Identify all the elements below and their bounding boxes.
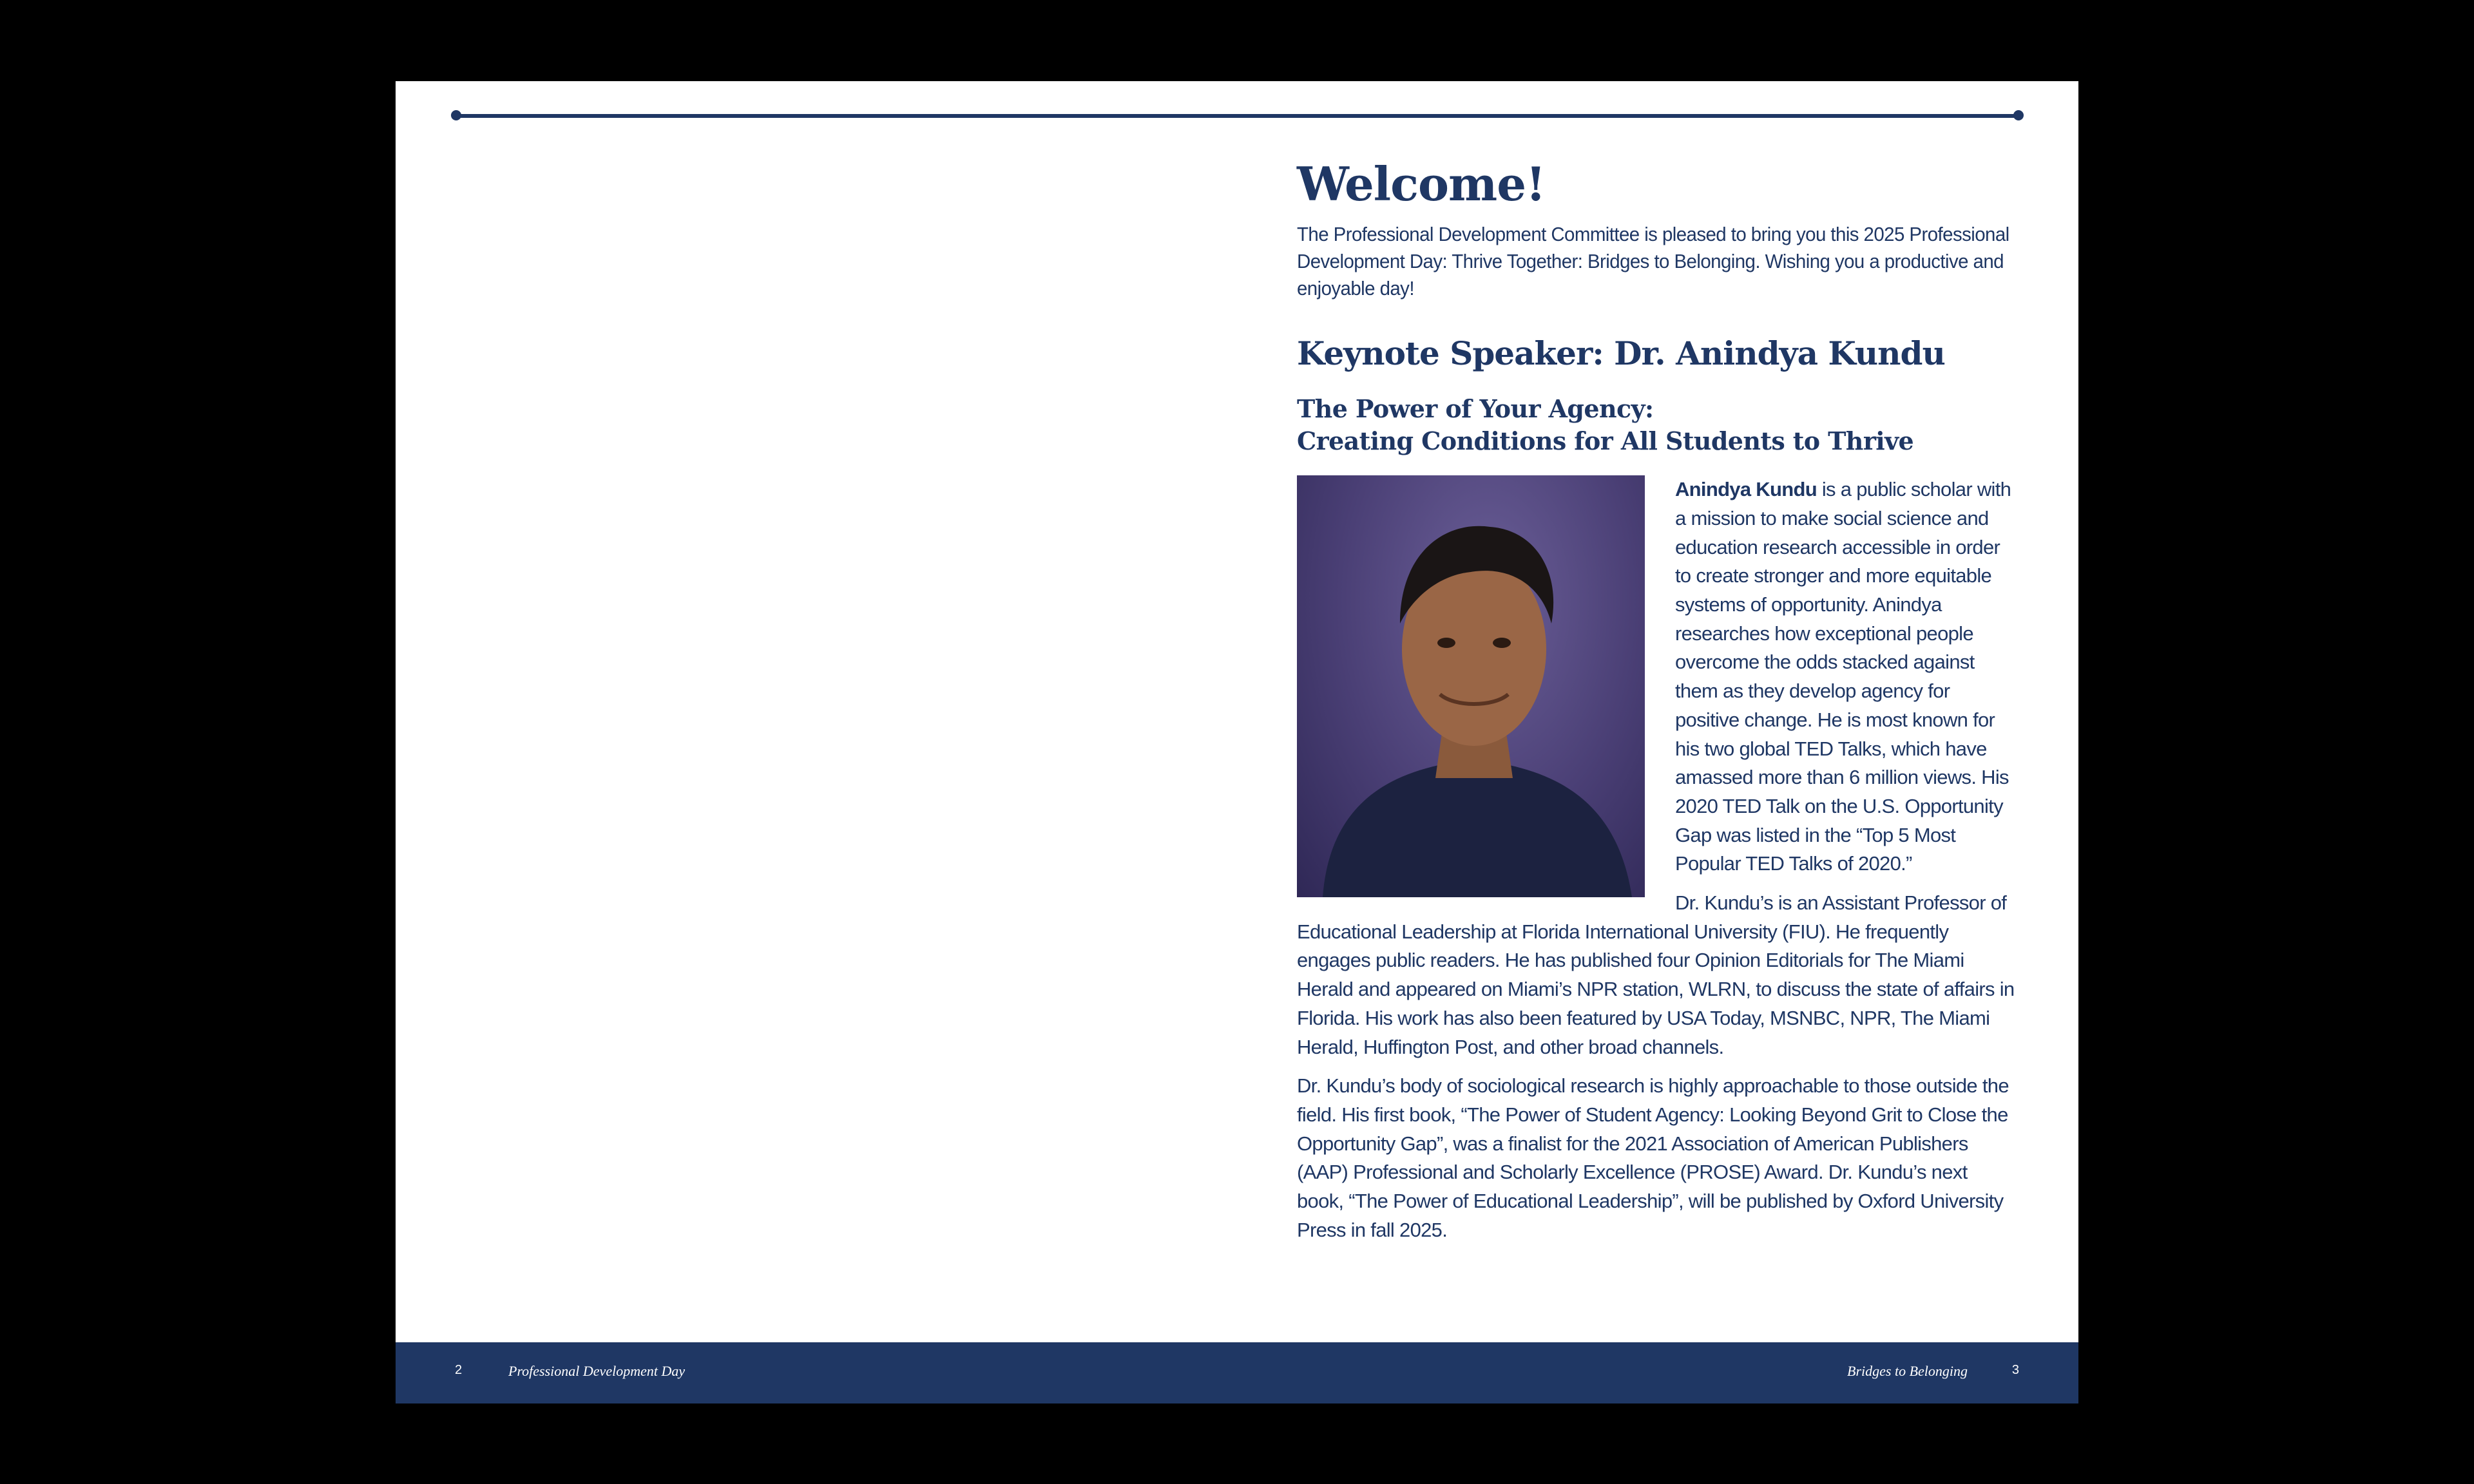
right-page-number: 3 [2011, 1363, 2019, 1377]
footer-bar [396, 1342, 2078, 1403]
talk-title-line-2: Creating Conditions for All Students to Thrive [1297, 426, 1914, 456]
left-footer-title: Professional Development Day [508, 1363, 686, 1379]
bio-paragraph-1-text: is a public scholar with a mission to make social science and education research accessible in order to create stronger and more equitable systems of opportunity. Anindya researches how exceptional people overcome the odds stacked against them as they develop agency for positive change. He is most known for his two global TED Talks, which have amassed more than 6 million views. His 2020 TED Talk on the U.S. Opportunity Gap was listed in the “Top 5 Most Popular TED Talks of 2020.” [1675, 478, 2011, 875]
right-footer-title: Bridges to Belonging [1847, 1363, 1968, 1379]
right-page-content [1297, 158, 2019, 1255]
speaker-bio-section [1297, 475, 2019, 1244]
keynote-heading: Keynote Speaker: Dr. Anindya Kundu [1297, 334, 1945, 373]
talk-title-line-1: The Power of Your Agency: [1297, 394, 1654, 424]
speaker-name: Anindya Kundu [1675, 478, 1817, 501]
brochure-spread [396, 81, 2078, 1403]
left-page-number: 2 [455, 1363, 463, 1377]
welcome-text: The Professional Development Committee is pleased to bring you this 2025 Professional Development Day: Thrive Together: Bridges to Belonging. Wishing you a productive and enjoyable day! [1297, 223, 2009, 300]
talk-title [1297, 393, 2019, 457]
bio-paragraph-3: Dr. Kundu’s body of sociological research is highly approachable to those outside the field. His first book, “The Power of Student Agency: Looking Beyond Grit to Close the Opportunity Gap”, was a finalist for the 2021 Association of American Publishers (AAP) Professional and Scholarly Excellence (PROSE) Award. Dr. Kundu’s next book, “The Power of Educational Leadership”, will be published by Oxford University Press in fall 2025. [1297, 1074, 2009, 1241]
bio-paragraph-2: Dr. Kundu’s is an Assistant Professor of Educational Leadership at Florida International University (FIU). He frequently engages public readers. He has published four Opinion Editorials for The Miami Herald and appeared on Miami’s NPR station, WLRN, to discuss the state of affairs in Florida. His work has also been featured by USA Today, MSNBC, NPR, The Miami Herald, Huffington Post, and other broad channels. [1297, 891, 2015, 1058]
welcome-heading: Welcome! [1297, 157, 1546, 211]
top-rule-right-dot [2013, 110, 2024, 120]
speaker-portrait-image [1297, 475, 1645, 897]
top-rule [454, 114, 2020, 118]
speaker-silhouette-icon [1297, 475, 1645, 897]
